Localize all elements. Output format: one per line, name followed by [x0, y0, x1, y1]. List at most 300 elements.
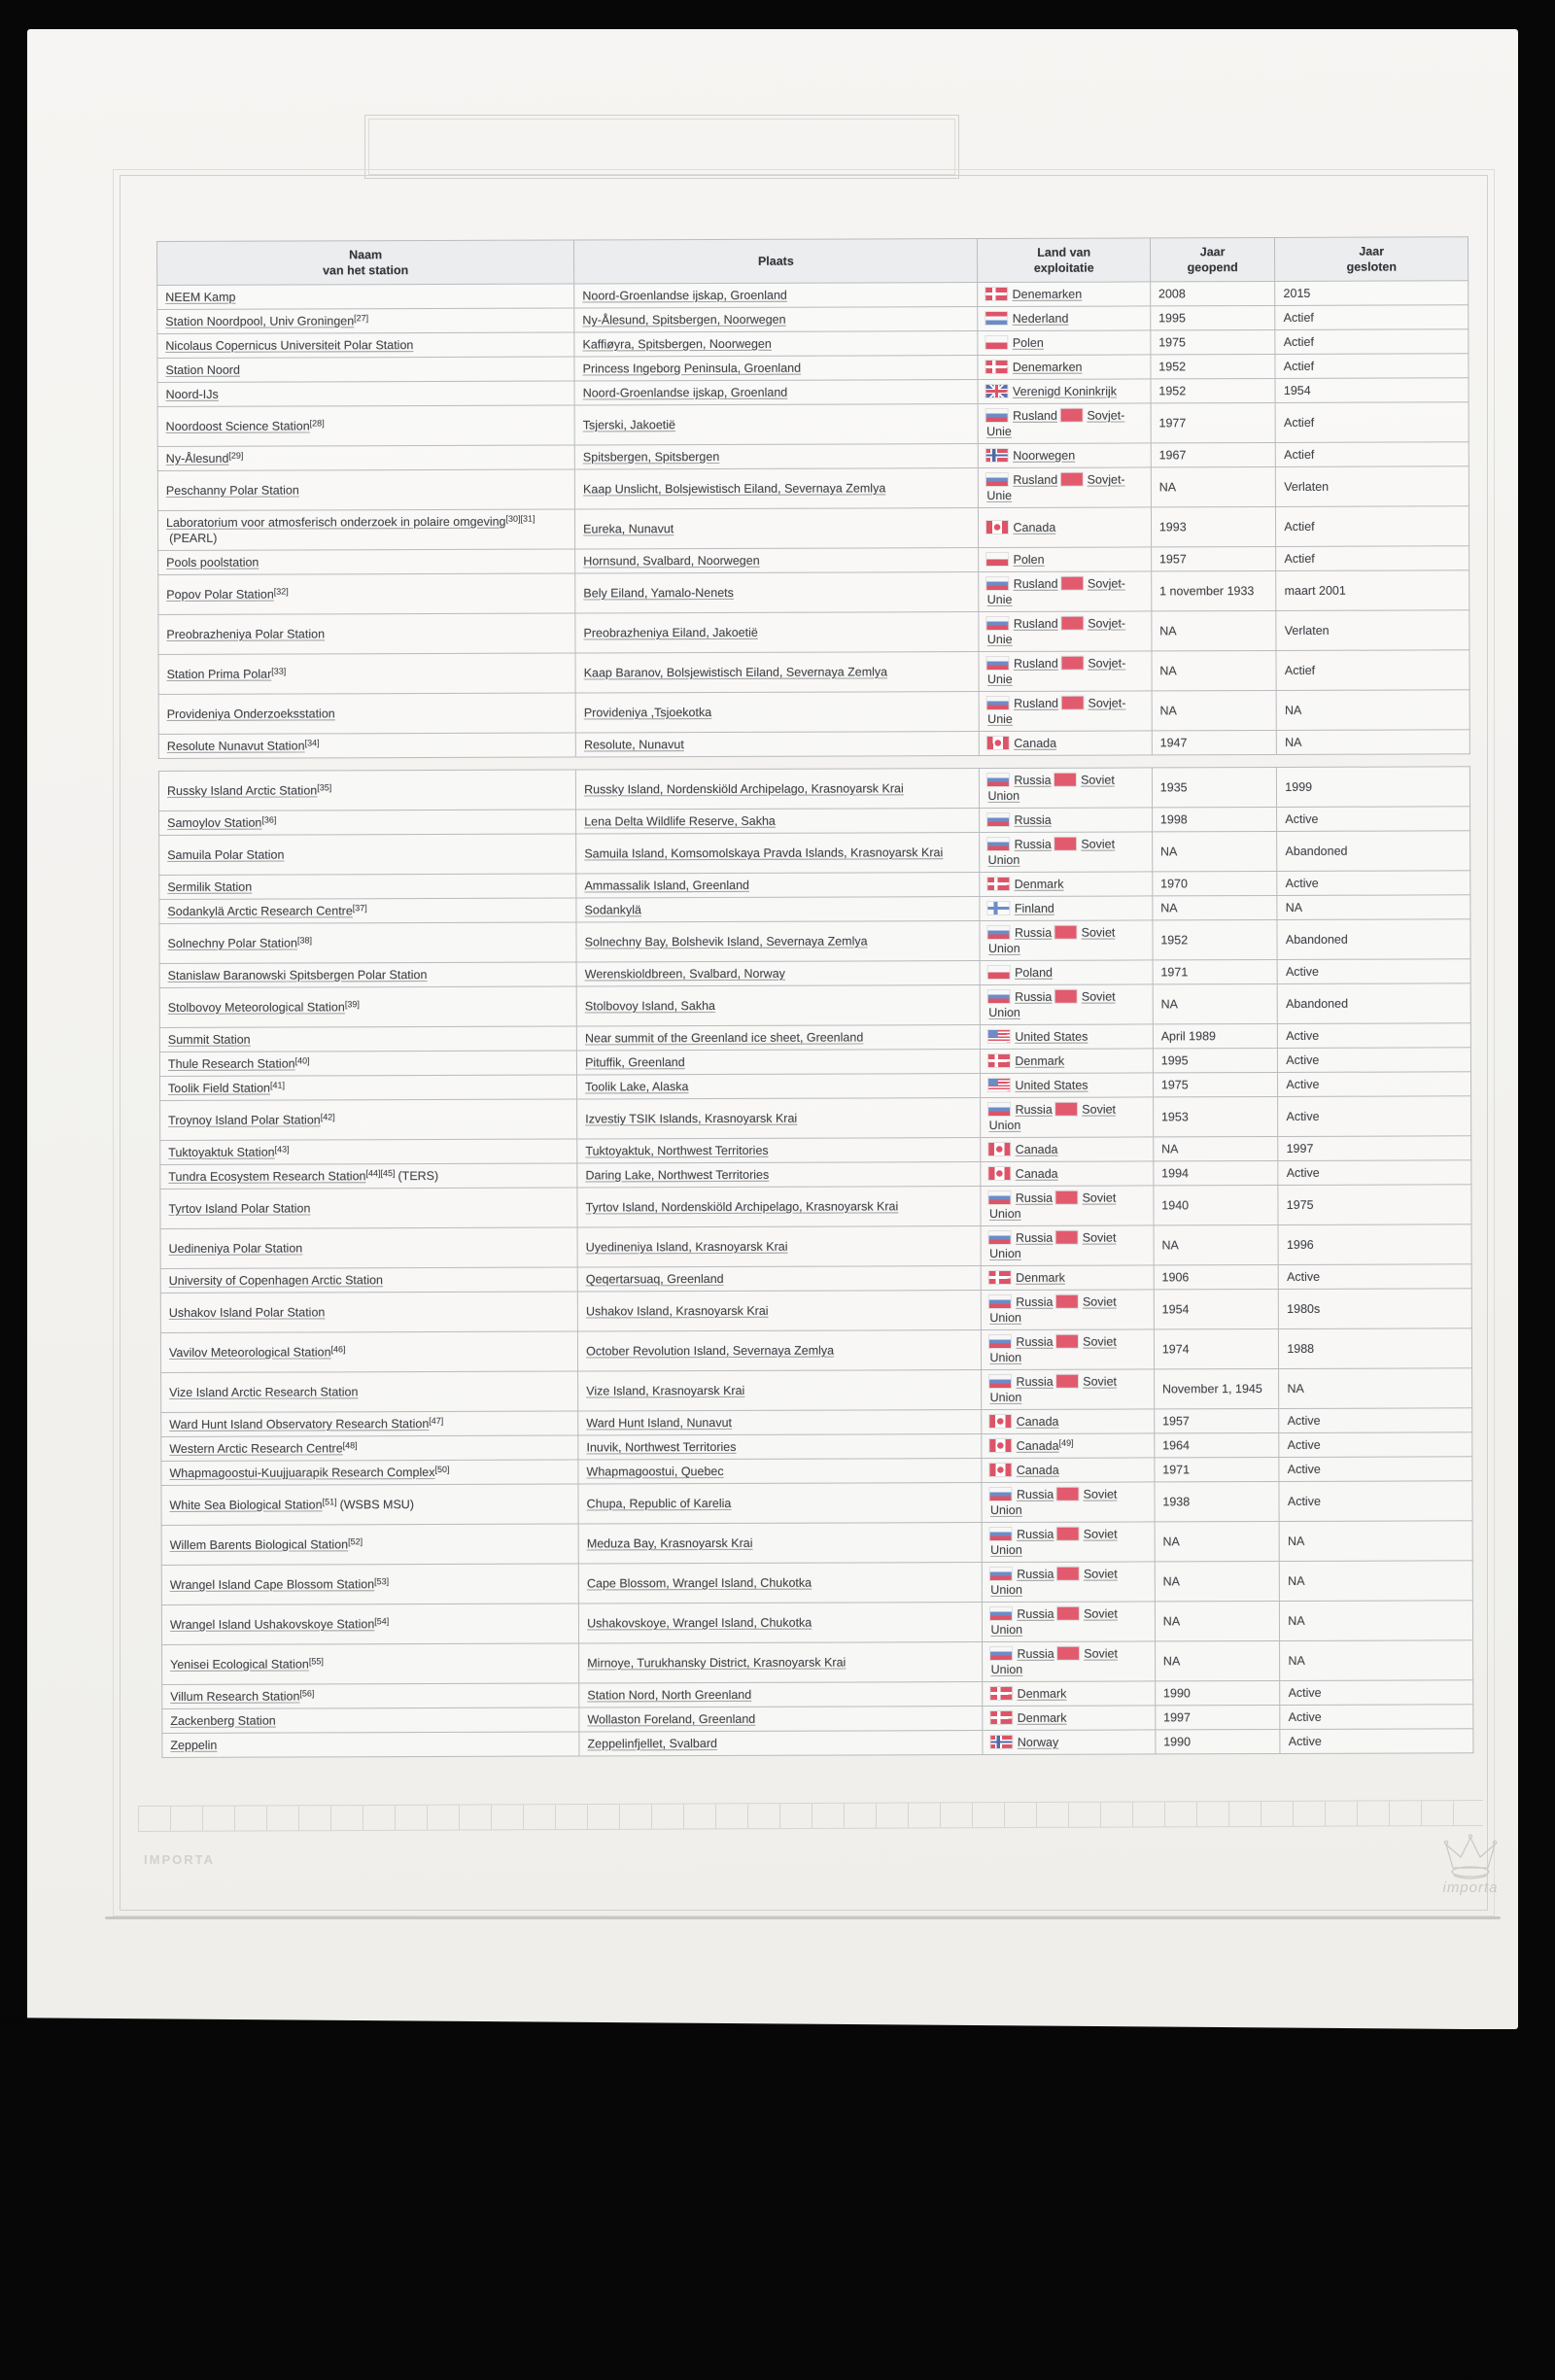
station-name-cell	[157, 445, 574, 470]
country-link: Soviet Union	[990, 1567, 1118, 1598]
station-name-link: White Sea Biological Station	[169, 1498, 323, 1512]
country-link: Russia	[1016, 1374, 1054, 1389]
station-name-cell	[158, 733, 575, 758]
year-closed-cell: maart 2001	[1276, 570, 1469, 611]
place-link: Werenskioldbreen, Svalbard, Norway	[584, 966, 785, 982]
place-link: Noord-Groenlandse ijskap, Groenland	[582, 385, 788, 400]
soviet-union-flag-icon	[1056, 1375, 1078, 1388]
soviet-union-flag-icon	[1055, 1103, 1077, 1116]
place-cell	[578, 1459, 982, 1484]
country-cell	[979, 547, 1151, 572]
country-link: Finland	[1014, 901, 1054, 915]
place-link: Stolbovoy Island, Sakha	[584, 998, 716, 1014]
soviet-union-flag-icon	[1054, 774, 1076, 786]
soviet-union-flag-icon	[1057, 1647, 1079, 1660]
country-link: Soviet Union	[988, 1190, 1117, 1222]
country-cell	[978, 355, 1150, 380]
norway-flag-icon	[991, 1736, 1013, 1748]
country-cell	[981, 984, 1154, 1025]
place-cell	[576, 1025, 980, 1051]
country-link: Russia	[1015, 1190, 1054, 1205]
year-opened-cell: 1998	[1152, 807, 1277, 831]
united-states-flag-icon	[988, 1030, 1010, 1043]
place-cell	[575, 652, 979, 693]
country-cell	[981, 1137, 1153, 1162]
year-opened-cell: 1935	[1152, 767, 1277, 807]
station-name-link: Tuktoyaktuk Station	[168, 1145, 275, 1159]
place-cell	[576, 873, 980, 898]
year-opened-cell: 1971	[1153, 959, 1278, 983]
country-cell	[982, 1482, 1155, 1523]
year-opened-cell: 1 november 1933	[1152, 570, 1277, 610]
station-name-link: Stolbovoy Meteorological Station	[167, 1000, 345, 1015]
country-cell	[978, 306, 1150, 331]
place-cell	[577, 1266, 981, 1292]
place-cell	[576, 985, 980, 1026]
station-name-cell	[161, 1524, 578, 1565]
country-cell	[979, 651, 1152, 692]
year-closed-cell: Active	[1277, 871, 1470, 896]
station-name-suffix: (TERS)	[397, 1168, 439, 1184]
station-name-cell	[160, 1331, 577, 1372]
station-name-cell	[160, 1099, 577, 1140]
country-link: Russia	[1017, 1527, 1054, 1541]
background-right-band	[1518, 0, 1555, 2308]
station-name-cell	[159, 986, 576, 1027]
denmark-flag-icon	[991, 1687, 1013, 1700]
header-line: Land van	[1037, 245, 1091, 259]
footnote-ref: [49]	[1058, 1437, 1074, 1448]
russia-flag-icon	[987, 577, 1009, 590]
poland-flag-icon	[987, 553, 1009, 566]
station-name-link: Station Prima Polar	[166, 667, 272, 681]
year-closed-cell: Active	[1280, 1729, 1473, 1754]
place-link: Kaffiøyra, Spitsbergen, Noorwegen	[582, 336, 772, 352]
year-closed-cell: NA	[1280, 1640, 1473, 1681]
year-opened-cell: NA	[1155, 1640, 1280, 1680]
year-opened-cell: 1995	[1151, 305, 1276, 329]
place-cell	[576, 961, 980, 986]
table-row	[157, 466, 1469, 511]
station-name-cell	[161, 1371, 578, 1412]
soviet-union-flag-icon	[1061, 473, 1083, 486]
station-name-link: Zeppelin	[170, 1738, 218, 1752]
station-name-cell	[157, 284, 574, 309]
year-closed-cell: NA	[1279, 1521, 1472, 1562]
station-name-cell	[159, 834, 576, 875]
place-link: Ny-Ålesund, Spitsbergen, Noorwegen	[582, 312, 786, 328]
place-cell	[577, 1050, 981, 1075]
station-name-link: Summit Station	[167, 1032, 251, 1047]
country-link: Norway	[1017, 1735, 1059, 1749]
station-name-link: Vize Island Arctic Research Station	[169, 1385, 359, 1399]
denmark-flag-icon	[988, 1054, 1010, 1067]
united-states-flag-icon	[988, 1079, 1010, 1091]
year-closed-cell: Active	[1278, 1048, 1471, 1073]
page-frame-shadow	[105, 1916, 1501, 1919]
station-name-cell	[161, 1435, 578, 1461]
place-link: Spitsbergen, Spitsbergen	[582, 449, 720, 465]
table-row	[161, 1481, 1472, 1526]
russia-flag-icon	[987, 697, 1009, 709]
year-opened-cell: 1957	[1155, 1408, 1280, 1432]
country-link: Canada	[1013, 520, 1056, 535]
station-name-cell	[157, 357, 574, 382]
footnote-ref: [43]	[274, 1144, 290, 1155]
place-link: Solnechny Bay, Bolshevik Island, Severnaya Zemlya	[584, 934, 868, 949]
table-row	[161, 1561, 1472, 1605]
header-line: Jaar	[1359, 244, 1385, 259]
year-closed-cell: Abandoned	[1277, 919, 1470, 960]
soviet-union-flag-icon	[1057, 1607, 1079, 1620]
place-link: Daring Lake, Northwest Territories	[585, 1167, 770, 1183]
footnote-ref: [44][45]	[365, 1168, 396, 1179]
soviet-union-flag-icon	[1061, 697, 1083, 709]
place-cell	[576, 921, 980, 962]
poland-flag-icon	[988, 966, 1010, 979]
year-closed-cell: Verlaten	[1276, 466, 1469, 507]
table-row	[160, 1096, 1471, 1141]
year-closed-cell: 2015	[1275, 281, 1469, 306]
denmark-flag-icon	[988, 878, 1010, 890]
russia-flag-icon	[986, 473, 1008, 486]
station-name-cell	[161, 1460, 578, 1485]
year-closed-cell: NA	[1277, 730, 1470, 755]
table-row	[158, 570, 1469, 615]
table-body	[158, 767, 1473, 1758]
country-link: Denmark	[1017, 1710, 1067, 1725]
station-name-cell	[157, 332, 574, 358]
country-link: Rusland	[1013, 408, 1057, 423]
country-cell	[979, 403, 1152, 444]
place-cell	[574, 307, 978, 332]
place-cell	[574, 283, 978, 308]
russia-flag-icon	[990, 1568, 1012, 1580]
country-link: Canada	[1015, 1142, 1058, 1156]
album-page	[27, 29, 1518, 2029]
footnote-ref: [34]	[304, 738, 320, 748]
place-cell	[579, 1682, 983, 1707]
station-name-cell	[159, 874, 576, 899]
country-cell	[980, 731, 1152, 756]
station-name-link: Provideniya Onderzoeksstation	[166, 707, 335, 721]
station-name-link: Russky Island Arctic Station	[166, 783, 318, 798]
footnote-ref: [36]	[261, 814, 277, 825]
country-link: Canada	[1016, 1438, 1059, 1453]
station-name-link: Resolute Nunavut Station	[166, 739, 305, 753]
station-name-link: Ward Hunt Island Observatory Research Station	[169, 1417, 430, 1431]
soviet-union-flag-icon	[1055, 926, 1077, 939]
country-cell	[983, 1522, 1156, 1563]
country-link: Denmark	[1017, 1686, 1067, 1701]
country-link: Soviet Union	[987, 773, 1115, 804]
country-link: Sovjet-Unie	[986, 472, 1125, 503]
station-name-link: Noord-IJs	[165, 387, 219, 401]
station-name-link: Uedineniya Polar Station	[168, 1241, 303, 1256]
year-closed-cell: Active	[1280, 1705, 1473, 1730]
russia-flag-icon	[990, 1488, 1012, 1500]
station-name-link: Nicolaus Copernicus Universiteit Polar Station	[165, 338, 414, 353]
year-opened-cell: 1975	[1153, 1072, 1278, 1096]
country-link: Soviet Union	[990, 1646, 1118, 1677]
header-line: Jaar	[1199, 245, 1226, 259]
footnote-ref: [41]	[269, 1080, 285, 1090]
country-link: Russia	[1017, 1567, 1054, 1581]
place-link: Chupa, Republic of Karelia	[586, 1496, 732, 1511]
station-name-link: Stanislaw Baranowski Spitsbergen Polar Station	[167, 968, 428, 983]
footnote-ref: [46]	[330, 1344, 346, 1355]
importa-logo-text: importa	[1442, 1880, 1499, 1896]
station-name-link: Wrangel Island Cape Blossom Station	[169, 1577, 375, 1592]
netherlands-flag-icon	[986, 312, 1008, 325]
header-line: geopend	[1187, 260, 1238, 275]
year-opened-cell: 1952	[1153, 919, 1278, 959]
country-cell	[978, 282, 1150, 307]
station-name-cell	[157, 405, 574, 446]
station-name-link: Zackenberg Station	[170, 1713, 276, 1728]
russia-flag-icon	[990, 1375, 1012, 1388]
soviet-union-flag-icon	[1060, 409, 1082, 422]
station-name-cell	[160, 1267, 577, 1293]
station-name-link: Tyrtov Island Polar Station	[168, 1201, 311, 1216]
year-opened-cell: 1953	[1153, 1096, 1278, 1136]
year-closed-cell: Actief	[1276, 546, 1469, 571]
footnote-ref: [39]	[344, 999, 360, 1010]
year-opened-cell: April 1989	[1153, 1023, 1278, 1048]
place-link: Bely Eiland, Yamalo-Nenets	[583, 585, 734, 601]
table-row	[158, 610, 1469, 655]
footnote-ref: [42]	[320, 1112, 335, 1122]
year-opened-cell: 1938	[1155, 1481, 1280, 1521]
station-name-cell	[159, 1051, 576, 1076]
country-link: Sovjet-Unie	[986, 656, 1126, 687]
place-cell	[575, 572, 979, 613]
station-name-link: Peschanny Polar Station	[165, 483, 299, 498]
place-cell	[578, 1330, 982, 1371]
soviet-union-flag-icon	[1054, 838, 1076, 850]
place-cell	[577, 1291, 981, 1331]
table-row	[162, 1640, 1473, 1685]
place-cell	[578, 1483, 982, 1524]
soviet-union-flag-icon	[1056, 1335, 1078, 1348]
footnote-ref: [48]	[342, 1440, 358, 1451]
station-name-cell	[158, 770, 575, 811]
place-cell	[578, 1563, 982, 1604]
station-name-link: University of Copenhagen Arctic Station	[168, 1273, 384, 1288]
station-name-link: Western Arctic Research Centre	[169, 1441, 343, 1456]
footnote-ref: [33]	[271, 666, 287, 676]
footnote-ref: [32]	[273, 586, 289, 597]
footnote-ref: [28]	[309, 418, 325, 429]
year-opened-cell: NA	[1154, 1136, 1279, 1160]
station-name-cell	[159, 898, 576, 923]
place-link: Toolik Lake, Alaska	[585, 1080, 689, 1094]
country-cell	[980, 691, 1153, 732]
station-name-cell	[159, 922, 576, 963]
header-line: Plaats	[757, 254, 794, 268]
page-bottom-edge	[0, 2018, 1555, 2380]
place-link: Station Nord, North Greenland	[587, 1687, 752, 1703]
station-name-cell	[160, 1163, 577, 1189]
footnote-ref: [55]	[308, 1656, 324, 1667]
soviet-union-flag-icon	[1055, 990, 1077, 1003]
denmark-flag-icon	[986, 288, 1008, 300]
place-link: Qeqertarsuaq, Greenland	[585, 1271, 724, 1287]
footnote-ref: [35]	[317, 782, 332, 793]
station-name-link: Whapmagoostui-Kuujjuarapik Research Complex	[169, 1466, 435, 1480]
year-closed-cell: 1999	[1277, 767, 1470, 808]
year-closed-cell: Active	[1280, 1680, 1473, 1706]
station-name-cell	[162, 1643, 579, 1684]
year-closed-cell: Active	[1278, 1096, 1471, 1137]
norway-flag-icon	[986, 449, 1008, 462]
canada-flag-icon	[990, 1464, 1012, 1476]
soviet-union-flag-icon	[1056, 1231, 1078, 1244]
country-link: Rusland	[1013, 656, 1058, 671]
station-name-cell	[157, 308, 574, 333]
year-opened-cell: NA	[1155, 1561, 1280, 1601]
place-link: Cape Blossom, Wrangel Island, Chukotka	[586, 1575, 812, 1591]
station-name-cell	[161, 1411, 578, 1436]
header-line: gesloten	[1346, 259, 1397, 274]
country-link: Polen	[1013, 552, 1045, 567]
country-link: Denmark	[1014, 877, 1064, 891]
footnote-ref: [40]	[294, 1055, 310, 1066]
year-opened-cell: November 1, 1945	[1154, 1368, 1279, 1408]
poland-flag-icon	[986, 336, 1008, 349]
place-link: Tuktoyaktuk, Northwest Territories	[585, 1143, 769, 1158]
place-link: Zeppelinfjellet, Svalbard	[587, 1736, 717, 1751]
importa-logo	[1433, 1833, 1508, 1896]
header-row	[157, 237, 1469, 286]
russia-flag-icon	[988, 838, 1010, 850]
country-cell	[982, 1290, 1155, 1330]
place-cell	[575, 548, 979, 573]
country-link: Denemarken	[1012, 287, 1083, 301]
year-opened-cell: NA	[1152, 650, 1277, 690]
country-cell	[980, 808, 1152, 833]
footnote-ref: [53]	[374, 1576, 390, 1587]
soviet-union-flag-icon	[1057, 1568, 1079, 1580]
country-cell	[981, 1186, 1154, 1226]
country-cell	[979, 571, 1152, 612]
table-row	[158, 730, 1469, 759]
place-cell	[579, 1603, 983, 1643]
year-opened-cell: 1994	[1154, 1160, 1279, 1185]
denmark-flag-icon	[989, 1271, 1011, 1284]
table-row	[161, 1368, 1472, 1413]
year-opened-cell: NA	[1153, 895, 1278, 919]
stations-table-area	[156, 236, 1475, 1758]
year-closed-cell: Active	[1279, 1408, 1472, 1433]
footnote-ref: [52]	[348, 1536, 363, 1547]
place-cell	[575, 508, 979, 549]
denmark-flag-icon	[986, 361, 1008, 373]
station-name-link: Pools poolstation	[166, 555, 259, 569]
station-name-link: Troynoy Island Polar Station	[168, 1113, 321, 1127]
station-name-link: Preobrazheniya Polar Station	[166, 627, 326, 641]
country-cell	[981, 960, 1153, 985]
soviet-union-flag-icon	[1061, 577, 1083, 590]
year-opened-cell: NA	[1154, 1224, 1279, 1264]
place-cell	[574, 380, 978, 405]
russia-flag-icon	[988, 990, 1010, 1003]
year-closed-cell: Actief	[1276, 442, 1469, 467]
place-link: Tsjerski, Jakoetië	[582, 418, 676, 432]
country-link: Soviet Union	[988, 989, 1116, 1020]
year-closed-cell: Active	[1279, 1264, 1472, 1290]
place-cell	[574, 444, 978, 469]
country-cell	[982, 1458, 1154, 1483]
canada-flag-icon	[989, 1167, 1011, 1180]
country-cell	[981, 1161, 1153, 1187]
year-closed-cell: Active	[1278, 1023, 1471, 1049]
footnote-ref: [51]	[322, 1497, 337, 1507]
station-name-link: Thule Research Station	[167, 1056, 295, 1071]
importa-watermark: IMPORTA	[144, 1852, 215, 1867]
station-name-cell	[162, 1683, 579, 1708]
station-name-cell	[159, 810, 576, 835]
station-name-cell	[161, 1484, 578, 1525]
canada-flag-icon	[987, 737, 1009, 749]
station-name-cell	[162, 1732, 579, 1757]
place-cell	[579, 1642, 983, 1683]
country-link: Rusland	[1013, 616, 1058, 631]
year-closed-cell: Active	[1279, 1432, 1472, 1458]
country-link: Rusland	[1014, 696, 1059, 710]
year-closed-cell: NA	[1276, 690, 1469, 731]
soviet-union-flag-icon	[1056, 1295, 1078, 1308]
table-row	[159, 919, 1470, 964]
country-cell	[981, 1024, 1153, 1050]
year-opened-cell: 1974	[1154, 1328, 1279, 1368]
year-closed-cell: Active	[1279, 1481, 1472, 1522]
country-link: Russia	[1017, 1646, 1054, 1661]
station-name-cell	[160, 1188, 577, 1228]
station-name-link: Willem Barents Biological Station	[169, 1537, 349, 1552]
station-name-cell	[159, 1026, 576, 1052]
year-opened-cell: 1947	[1152, 730, 1277, 754]
place-link: Near summit of the Greenland ice sheet, Greenland	[584, 1030, 864, 1046]
station-name-cell	[157, 509, 574, 550]
station-name-link: Laboratorium voor atmosferisch onderzoek in polaire omgeving	[165, 514, 506, 530]
place-cell	[578, 1434, 982, 1460]
country-link: Verenigd Koninkrijk	[1012, 384, 1118, 398]
year-closed-cell: 1988	[1279, 1328, 1472, 1369]
place-cell	[579, 1707, 983, 1732]
year-closed-cell: Actief	[1276, 650, 1469, 691]
place-cell	[576, 809, 980, 834]
year-opened-cell: NA	[1155, 1521, 1280, 1561]
russia-flag-icon	[987, 774, 1009, 786]
country-cell	[979, 443, 1151, 468]
country-cell	[980, 768, 1153, 809]
footnote-ref: [50]	[434, 1464, 450, 1475]
station-name-cell	[157, 469, 574, 510]
station-name-cell	[160, 1292, 577, 1332]
column-header	[574, 239, 978, 284]
soviet-union-flag-icon	[1056, 1191, 1078, 1204]
table-row	[161, 1601, 1472, 1645]
place-cell	[577, 1226, 981, 1267]
station-name-link: Villum Research Station	[170, 1689, 300, 1704]
russia-flag-icon	[989, 1191, 1011, 1204]
place-cell	[578, 1410, 982, 1435]
russia-flag-icon	[987, 657, 1009, 670]
country-cell	[982, 1433, 1154, 1459]
place-link: Whapmagoostui, Quebec	[586, 1464, 724, 1479]
russia-flag-icon	[990, 1528, 1012, 1540]
